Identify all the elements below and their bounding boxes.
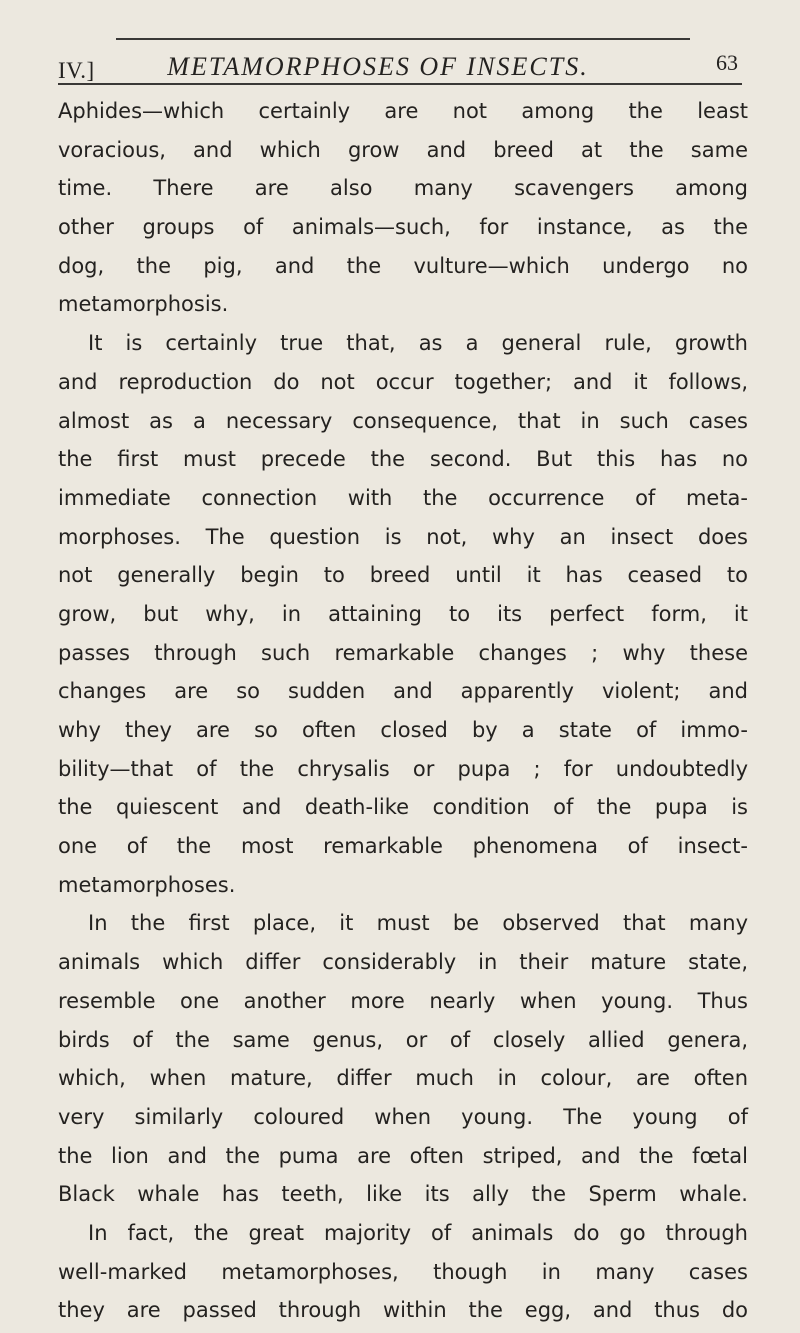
text-line: well-marked metamorphoses, though in many cases bbox=[58, 1259, 748, 1284]
text-line: metamorphosis. bbox=[58, 292, 229, 317]
text-line: not generally begin to breed until it has ceased to bbox=[58, 563, 748, 588]
running-header bbox=[58, 48, 748, 88]
text-line: almost as a necessary consequence, that in such cases bbox=[58, 408, 748, 433]
header-rule-top bbox=[116, 38, 690, 40]
text-line: Black whale has teeth, like its ally the Sperm whale. bbox=[58, 1182, 748, 1207]
text-line: other groups of animals—such, for instance, as the bbox=[58, 215, 748, 240]
text-line: bility—that of the chrysalis or pupa ; for undoubtedly bbox=[58, 756, 748, 781]
text-line: dog, the pig, and the vulture—which undergo no bbox=[58, 253, 748, 278]
text-line: morphoses. The question is not, why an insect does bbox=[58, 524, 748, 549]
text-line: the lion and the puma are often striped, and the fœtal bbox=[58, 1143, 748, 1168]
text-line: It is certainly true that, as a general rule, growth bbox=[88, 331, 748, 356]
text-line: one of the most remarkable phenomena of insect- bbox=[58, 834, 748, 859]
body-text bbox=[58, 92, 748, 1330]
text-line: Aphides—which certainly are not among the least bbox=[58, 99, 748, 123]
text-line: they are passed through within the egg, and thus do bbox=[58, 1298, 748, 1323]
text-line: voracious, and which grow and breed at the same bbox=[58, 137, 748, 162]
text-line: why they are so often closed by a state of immo- bbox=[58, 718, 748, 742]
text-line: changes are so sudden and apparently violent; and bbox=[58, 679, 748, 704]
text-line: birds of the same genus, or of closely allied genera, bbox=[58, 1027, 748, 1052]
text-line: which, when mature, differ much in colour, are often bbox=[58, 1066, 748, 1091]
text-line: immediate connection with the occurrence of meta- bbox=[58, 485, 748, 510]
text-line: time. There are also many scavengers among bbox=[58, 176, 748, 201]
text-line: In the first place, it must be observed that many bbox=[88, 911, 748, 936]
running-title: METAMORPHOSES OF INSECTS. bbox=[167, 52, 589, 81]
text-line: and reproduction do not occur together; and it follows, bbox=[58, 369, 748, 394]
text-line: In fact, the great majority of animals do go through bbox=[88, 1220, 748, 1245]
text-line: very similarly coloured when young. The young of bbox=[58, 1104, 748, 1129]
page-number: 63 bbox=[716, 50, 738, 75]
text-line: passes through such remarkable changes ; why these bbox=[58, 640, 748, 665]
text-line: the quiescent and death-like condition of the pupa is bbox=[58, 795, 748, 820]
text-line: animals which differ considerably in their mature state, bbox=[58, 950, 748, 975]
text-line: resemble one another more nearly when young. Thus bbox=[58, 988, 748, 1013]
text-line: metamorphoses. bbox=[58, 872, 236, 897]
text-line: grow, but why, in attaining to its perfect form, it bbox=[58, 601, 748, 626]
chapter-number: IV.] bbox=[58, 58, 95, 83]
header-rule-bottom bbox=[58, 83, 742, 85]
book-page bbox=[58, 0, 748, 1333]
text-line: the first must precede the second. But this has no bbox=[58, 447, 748, 472]
